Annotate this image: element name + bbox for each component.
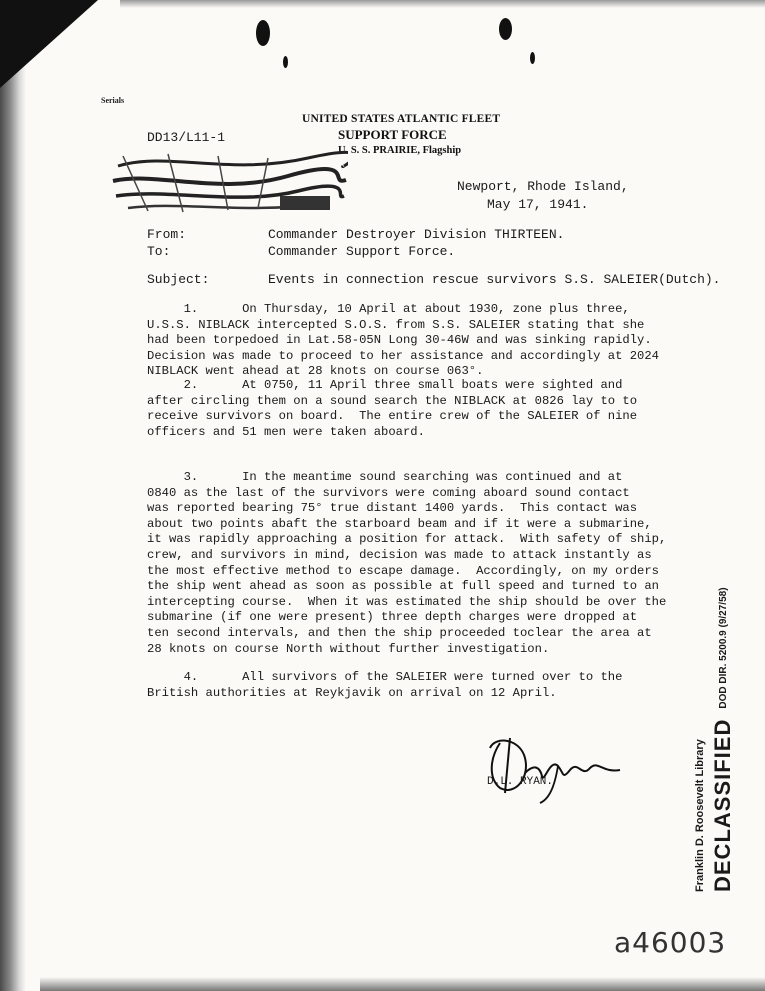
from-row [147,226,564,243]
scan-corner-shadow [0,0,98,88]
file-code: DD13/L11-1 [147,130,226,145]
subject-label: Subject: [147,272,210,287]
punch-hole-right [499,18,512,40]
from-value: Commander Destroyer Division THIRTEEN. [268,227,565,242]
letterhead-force: SUPPORT FORCE [338,127,447,142]
paragraph-2: 2. At 0750, 11 April three small boats were sighted and after circling them on a sound search the NIBLACK at 0826 lay to to receive survivors on board. The entire crew of the SALEIER of nine officers and 51 men were taken aboard. [147,378,638,439]
to-label: To: [147,244,171,259]
archive-number: a46003 [614,926,727,959]
addressing-block [147,226,564,260]
scan-edge-top [120,0,765,8]
place-date [457,178,629,214]
paragraph-4: 4. All survivors of the SALEIER were turned over to the British authorities at Reykjavik on arrival on 12 April. [147,670,623,700]
handwritten-signature [470,718,630,808]
to-value: Commander Support Force. [268,244,456,259]
punch-hole-left [256,20,270,46]
letterhead-flagship: U. S. S. PRAIRIE, Flagship [338,145,462,156]
declassification-authority: DOD DIR. 5200.9 (9/27/58) [717,587,729,709]
to-row [147,243,564,260]
declassification-stamp [694,587,764,892]
declassified-text: DECLASSIFIED [710,718,735,892]
signature-name: D.L. RYAN. [487,776,554,788]
letterhead-fleet: UNITED STATES ATLANTIC FLEET [302,113,501,125]
subject-row [147,272,720,287]
paragraph-3: 3. In the meantime sound searching was continued and at 0840 as the last of the survivors were coming aboard sound contact was reported bearing 75° true distant 1400 yards. This contact was about two points abaft the starboard beam and if it were a submarine, it was rapidly approaching a position for attack. With safety of ship, crew, and survivors in mind, decision was made to attack instantly as the most effective method to escape damage. Accordingly, on my orders the ship went ahead as soon as possible at full speed and turned to an intercepting course. When it was estimated the ship should be over the submarine (if one were present) three depth charges were dropped at ten second intervals, and then the ship proceeded toclear the area at 28 knots on course North without further investigation. [147,470,667,656]
serials-label: Serials [101,96,125,105]
scan-edge-left [0,0,26,991]
library-name: Franklin D. Roosevelt Library [694,739,706,892]
scan-edge-bottom [40,977,765,991]
paragraph-1: 1. On Thursday, 10 April at about 1930, zone plus three, U.S.S. NIBLACK intercepted S.O.S. from S.S. SALEIER stating that she had been torpedoed in Lat.58-05N Long 30-46W and was sinking rapidly. Decision was made to proceed to her assistance and accordingly at 2024 NIBLACK went ahead at 28 knots on course 063°. [147,302,659,379]
from-label: From: [147,227,187,242]
place-city: Newport, Rhode Island, [457,179,629,194]
punch-mark-right [530,52,535,64]
punch-mark-left [283,56,288,68]
subject-value: Events in connection rescue survivors S.S. SALEIER(Dutch). [268,272,721,287]
redaction-scribble [108,146,348,216]
letter-date: May 17, 1941. [487,197,589,212]
declassification-row [710,587,736,892]
